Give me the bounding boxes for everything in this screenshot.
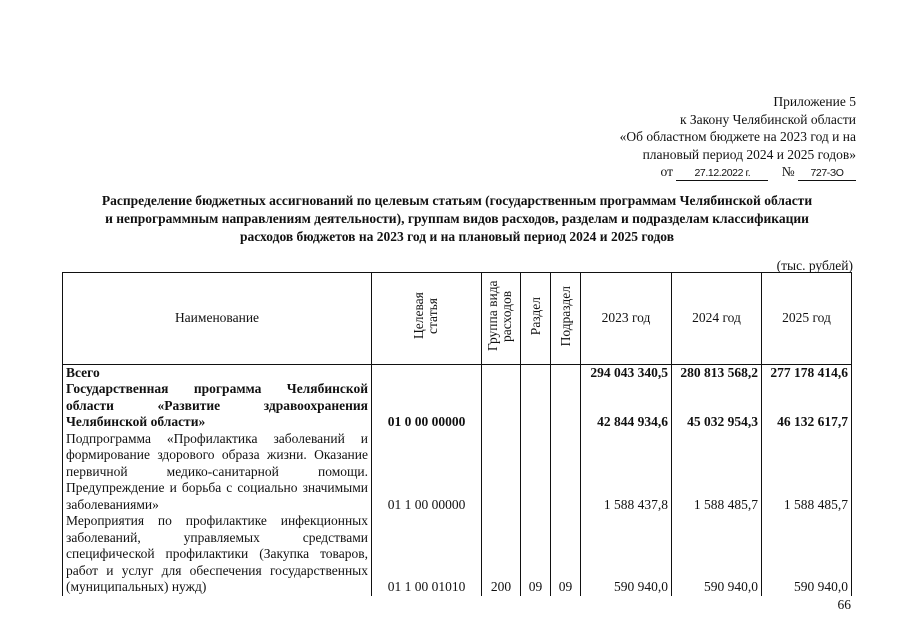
row-subsection: 09 — [551, 513, 581, 596]
row-name: Всего — [63, 364, 372, 381]
row-2025: 277 178 414,6 — [762, 364, 852, 381]
row-target — [372, 364, 482, 381]
table-row — [63, 513, 852, 596]
header-name: Наименование — [63, 273, 372, 365]
page-number: 66 — [837, 597, 851, 612]
appendix-line: Приложение 5 — [773, 94, 856, 109]
row-target: 01 1 00 01010 — [372, 513, 482, 596]
row-group — [482, 431, 521, 514]
row-target: 01 1 00 00000 — [372, 431, 482, 514]
row-section — [521, 381, 551, 431]
row-target: 01 0 00 00000 — [372, 381, 482, 431]
row-2023: 590 940,0 — [581, 513, 672, 596]
number-prefix: № — [781, 164, 795, 179]
table-row — [63, 381, 852, 431]
header-subsection: Подраздел — [551, 273, 581, 365]
row-2025: 1 588 485,7 — [762, 431, 852, 514]
row-2024: 280 813 568,2 — [672, 364, 762, 381]
number-value: 727-ЗО — [798, 167, 856, 181]
date-value: 27.12.2022 г. — [676, 167, 768, 181]
row-section: 09 — [521, 513, 551, 596]
row-2025: 46 132 617,7 — [762, 381, 852, 431]
header-group: Группа вида расходов — [482, 273, 521, 365]
row-name: Государственная программа Челябинской области «Развитие здравоохранения Челябинской области» — [63, 381, 372, 431]
appendix-line: «Об областном бюджете на 2023 год и на — [619, 129, 856, 144]
row-subsection — [551, 364, 581, 381]
appendix-date-line — [536, 163, 856, 181]
header-2024: 2024 год — [672, 273, 762, 365]
title-line: Распределение бюджетных ассигнований по целевым статьям (государственным программам Челябинской области — [101, 193, 813, 208]
row-2023: 294 043 340,5 — [581, 364, 672, 381]
document-title — [62, 192, 852, 246]
appendix-header — [536, 93, 856, 181]
row-subsection — [551, 431, 581, 514]
appendix-line: к Закону Челябинской области — [679, 111, 856, 127]
budget-table — [62, 272, 852, 596]
title-line: и непрограммным направлениям деятельности), группам видов расходов, разделам и подразделам классификации — [105, 211, 809, 226]
row-2023: 42 844 934,6 — [581, 381, 672, 431]
row-group — [482, 381, 521, 431]
title-line: расходов бюджетов на 2023 год и на плановый период 2024 и 2025 годов — [239, 229, 675, 244]
row-subsection — [551, 381, 581, 431]
row-2024: 590 940,0 — [672, 513, 762, 596]
row-group — [482, 364, 521, 381]
row-name: Мероприятия по профилактике инфекционных заболеваний, управляемых средствами специфической профилактики (Закупка товаров, работ и услуг для обеспечения государственных (муниципальных) нужд) — [63, 513, 372, 596]
date-prefix: от — [660, 164, 673, 179]
row-2024: 1 588 485,7 — [672, 431, 762, 514]
row-group: 200 — [482, 513, 521, 596]
header-2025: 2025 год — [762, 273, 852, 365]
row-2025: 590 940,0 — [762, 513, 852, 596]
header-2023: 2023 год — [581, 273, 672, 365]
row-name: Подпрограмма «Профилактика заболеваний и формирование здорового образа жизни. Оказание первичной медико-санитарной помощи. Предупреждение и борьба с социально значимыми заболеваниями» — [63, 431, 372, 514]
header-target: Целевая статья — [372, 273, 482, 365]
units-label: (тыс. рублей) — [776, 258, 853, 273]
row-2023: 1 588 437,8 — [581, 431, 672, 514]
row-section — [521, 364, 551, 381]
header-row — [63, 273, 852, 365]
table-row — [63, 431, 852, 514]
appendix-line: плановый период 2024 и 2025 годов» — [642, 146, 856, 162]
header-section: Раздел — [521, 273, 551, 365]
row-2024: 45 032 954,3 — [672, 381, 762, 431]
row-section — [521, 431, 551, 514]
table-row — [63, 364, 852, 381]
